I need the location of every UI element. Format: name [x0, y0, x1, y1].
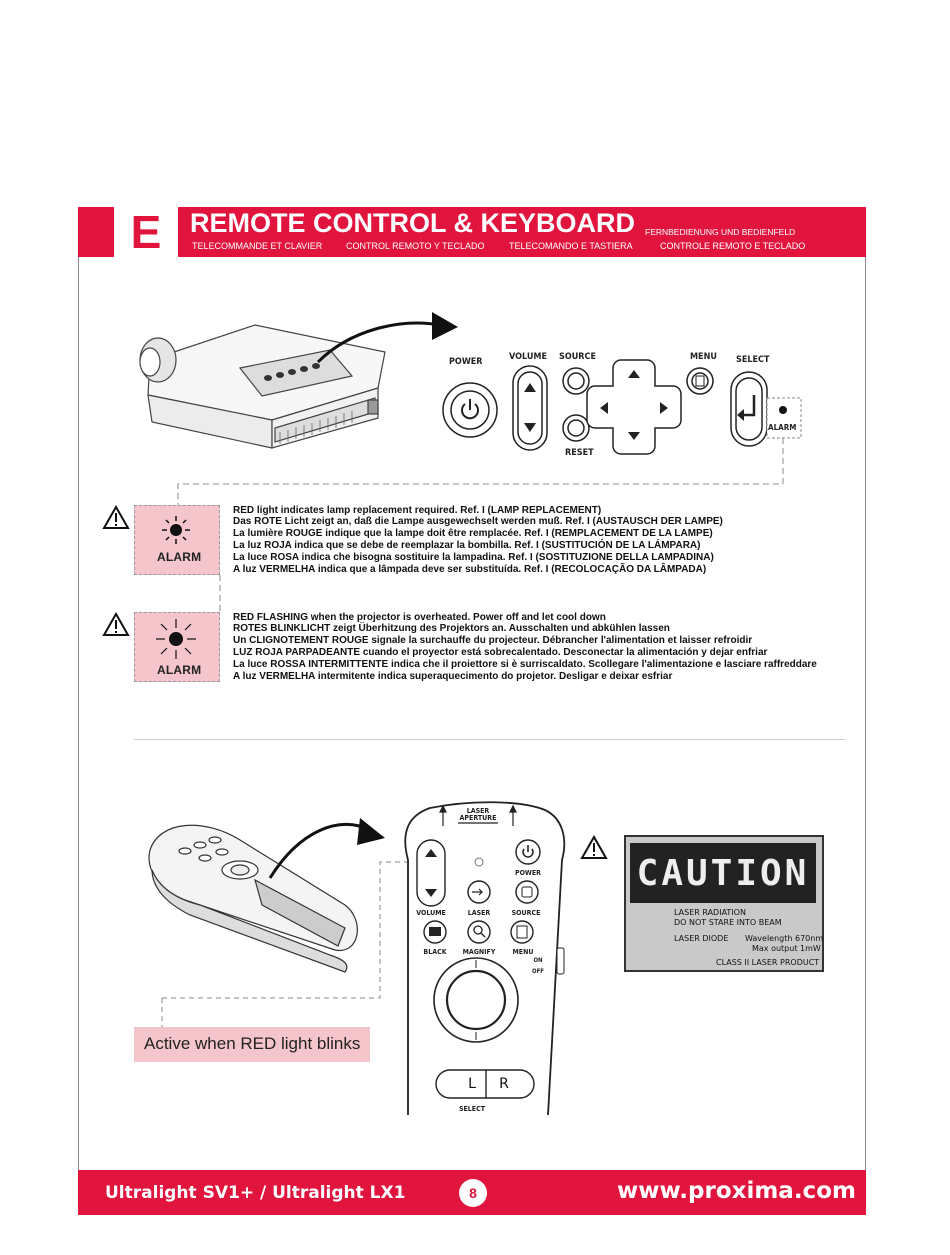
remote-button-r: R: [499, 1076, 509, 1092]
key-label-power: POWER: [449, 357, 483, 367]
remote-label-power: POWER: [514, 869, 542, 877]
subtitle-italian: TELECOMANDO E TASTIERA: [509, 241, 633, 251]
section-letter: E: [130, 206, 162, 258]
alarm-steady-label: ALARM: [157, 550, 202, 564]
active-note: Active when RED light blinks: [144, 1034, 361, 1053]
key-label-alarm: ALARM: [768, 423, 797, 432]
remote-in-hand-icon: [149, 825, 357, 972]
key-label-select: SELECT: [736, 355, 770, 365]
steady-line-de: Das ROTE Licht zeigt an, daß die Lampe ausgewechselt werden muß. Ref. I (AUSTAUSCH DER LAMPE): [233, 516, 723, 527]
flashing-line-pt: A luz VERMELHA intermitente indica superaquecimento do projetor. Desligar e deixar esfriar: [233, 671, 673, 682]
steady-line-es: La luz ROJA indica que se debe de reemplazar la bombilla. Ref. I (SUSTITUCIÓN DE LA LÁMPARA): [233, 540, 701, 551]
subtitle-portuguese: CONTROLE REMOTO E TECLADO: [660, 241, 806, 251]
caution-laser-radiation: LASER RADIATION: [674, 908, 746, 917]
steady-line-fr: La lumière ROUGE indique que la lampe doit être remplacée. Ref. I (REMPLACEMENT DE LA LAMPE): [233, 528, 713, 539]
remote-label-off: OFF: [532, 968, 544, 975]
steady-line-en: RED light indicates lamp replacement required. Ref. I (LAMP REPLACEMENT): [233, 505, 602, 516]
remote-label-menu: MENU: [512, 948, 534, 956]
remote-button-l: L: [468, 1076, 476, 1092]
flashing-line-en: RED FLASHING when the projector is overheated. Power off and let cool down: [233, 612, 606, 623]
remote-label-volume: VOLUME: [416, 909, 446, 917]
flashing-line-de: ROTES BLINKLICHT zeigt Überhitzung des Projektors an. Ausschalten und abkühlen lassen: [233, 623, 670, 634]
remote-label-on: ON: [533, 957, 543, 964]
caution-laser-diode: LASER DIODE: [674, 934, 729, 943]
flashing-line-it: La luce ROSSA INTERMITTENTE indica che il proiettore si è surriscaldato. Scollegare l'alimentazione e lasciare raffreddare: [233, 659, 817, 670]
caution-class: CLASS II LASER PRODUCT: [716, 958, 820, 967]
page-number: 8: [469, 1185, 477, 1201]
alarm-flashing-label: ALARM: [157, 663, 202, 677]
remote-label-magnify: MAGNIFY: [462, 948, 496, 956]
subtitle-spanish: CONTROL REMOTO Y TECLADO: [346, 241, 485, 251]
flashing-line-fr: Un CLIGNOTEMENT ROUGE signale la surchauffe du projecteur. Débrancher l'alimentation et laisser refroidir: [233, 635, 753, 646]
key-label-volume: VOLUME: [509, 352, 547, 362]
remote-label-source: SOURCE: [511, 909, 541, 917]
title-german: FERNBEDIENUNG UND BEDIENFELD: [645, 227, 796, 237]
key-label-menu: MENU: [690, 352, 717, 362]
remote-label-black: BLACK: [423, 948, 447, 956]
subtitle-french: TELECOMMANDE ET CLAVIER: [192, 241, 323, 251]
caution-max-output: Max output 1mW: [752, 944, 821, 953]
footer-url[interactable]: www.proxima.com: [617, 1178, 856, 1204]
remote-label-laser: LASER: [467, 909, 491, 917]
flashing-line-es: LUZ ROJA PARPADEANTE cuando el proyector está sobrecalentado. Desconectar la alimentación y dejar enfriar: [233, 647, 768, 658]
steady-line-pt: A luz VERMELHA indica que a lâmpada deve ser substituída. Ref. I (RECOLOCAÇÃO DA LÂMPADA): [233, 564, 707, 575]
remote-label-laser-aperture: LASER APERTURE: [459, 807, 497, 822]
caution-do-not-stare: DO NOT STARE INTO BEAM: [674, 918, 782, 927]
caution-word: CAUTION: [636, 853, 810, 894]
steady-line-it: La luce ROSA indica che bisogna sostituire la lampadina. Ref. I (SOSTITUZIONE DELLA LAMPADINA): [233, 552, 714, 563]
page-title: REMOTE CONTROL & KEYBOARD: [190, 208, 636, 238]
remote-label-select: SELECT: [458, 1105, 486, 1113]
footer-product-name: Ultralight SV1+ / Ultralight LX1: [105, 1183, 406, 1203]
key-label-source: SOURCE: [559, 352, 596, 362]
key-label-reset: RESET: [565, 448, 594, 458]
caution-wavelength: Wavelength 670nm: [745, 934, 824, 943]
